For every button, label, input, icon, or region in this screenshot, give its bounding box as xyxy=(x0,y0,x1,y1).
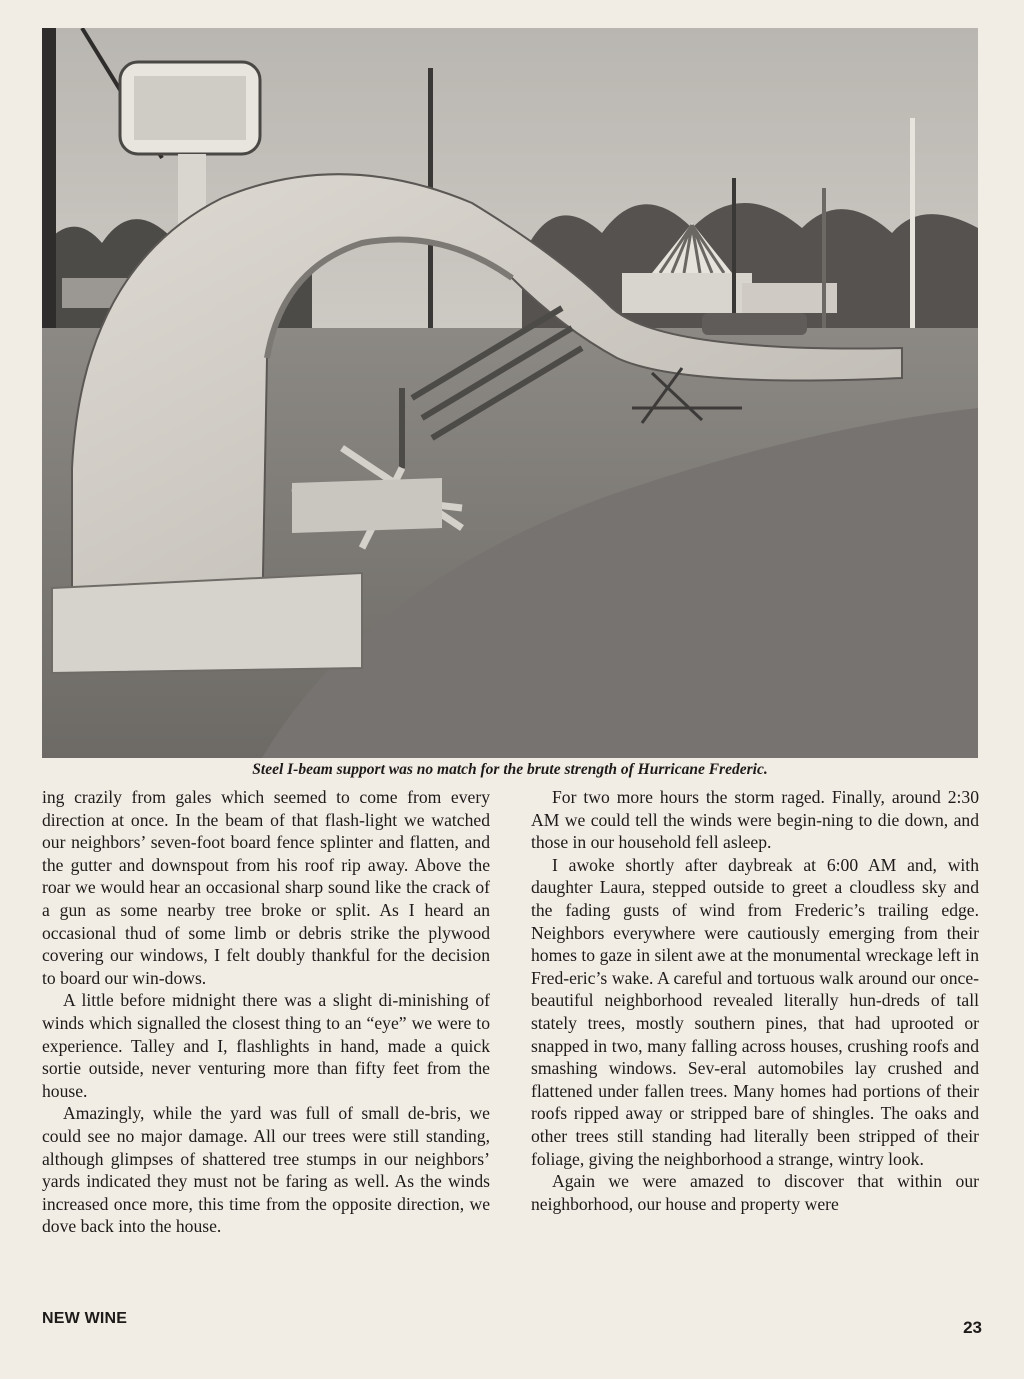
paragraph: Again we were amazed to discover that within our neighborhood, our house and property were xyxy=(531,1171,979,1214)
bent-ibeam-illustration xyxy=(42,28,978,758)
hurricane-damage-photo xyxy=(42,28,978,758)
paragraph: ing crazily from gales which seemed to come from every direction at once. In the beam of that flash-light we watched our neighbors’ seven-foot board fence splinter and flatten, and the gutter and downspout from his roof rip away. Above the roar we would hear an occasional sharp sound like the crack of a gun as some nearby tree broke or split. As I heard an occasional thud of some limb or debris strike the plywood covering our windows, I felt doubly thankful for the decision to board our win-dows. xyxy=(42,787,490,988)
paragraph: I awoke shortly after daybreak at 6:00 AM and, with daughter Laura, stepped outside to greet a cloudless sky and the fading gusts of wind from Frederic’s trailing edge. Neighbors everywhere were cautiously emerging from their homes to gaze in silent awe at the monumental wreckage left in Fred-eric’s wake. A careful and tortuous walk around our once-beautiful neighborhood revealed literally hun-dreds of tall stately trees, mostly southern pines, that had uprooted or snapped in two, many falling across houses, crushing roofs and smashing windows. Sev-eral automobiles lay crushed and flattened under fallen trees. Many homes had portions of their roofs ripped away or stripped bare of shingles. The oaks and other trees still standing had literally been stripped of their foliage, giving the neighborhood a strange, wintry look. xyxy=(531,854,979,1169)
article-column-right xyxy=(531,786,979,1215)
paragraph: For two more hours the storm raged. Finally, around 2:30 AM we could tell the winds were begin-ning to die down, and those in our household fell asleep. xyxy=(531,787,979,853)
publication-name: NEW WINE xyxy=(42,1310,128,1327)
paragraph: A little before midnight there was a slight di-minishing of winds which signalled the closest thing to an “eye” we were to experience. Talley and I, flashlights in hand, made a quick sortie outside, never venturing more than fifty feet from the house. xyxy=(42,990,490,1101)
article-column-left xyxy=(42,786,490,1238)
page-number: 23 xyxy=(963,1318,982,1337)
photo-caption: Steel I-beam support was no match for the brute strength of Hurricane Frederic. xyxy=(252,761,768,778)
paragraph: Amazingly, while the yard was full of small de-bris, we could see no major damage. All our trees were still standing, although glimpses of shattered tree stumps in our neighbors’ yards indicated they must not be faring as well. As the winds increased once more, this time from the opposite direction, we dove back into the house. xyxy=(42,1103,490,1237)
